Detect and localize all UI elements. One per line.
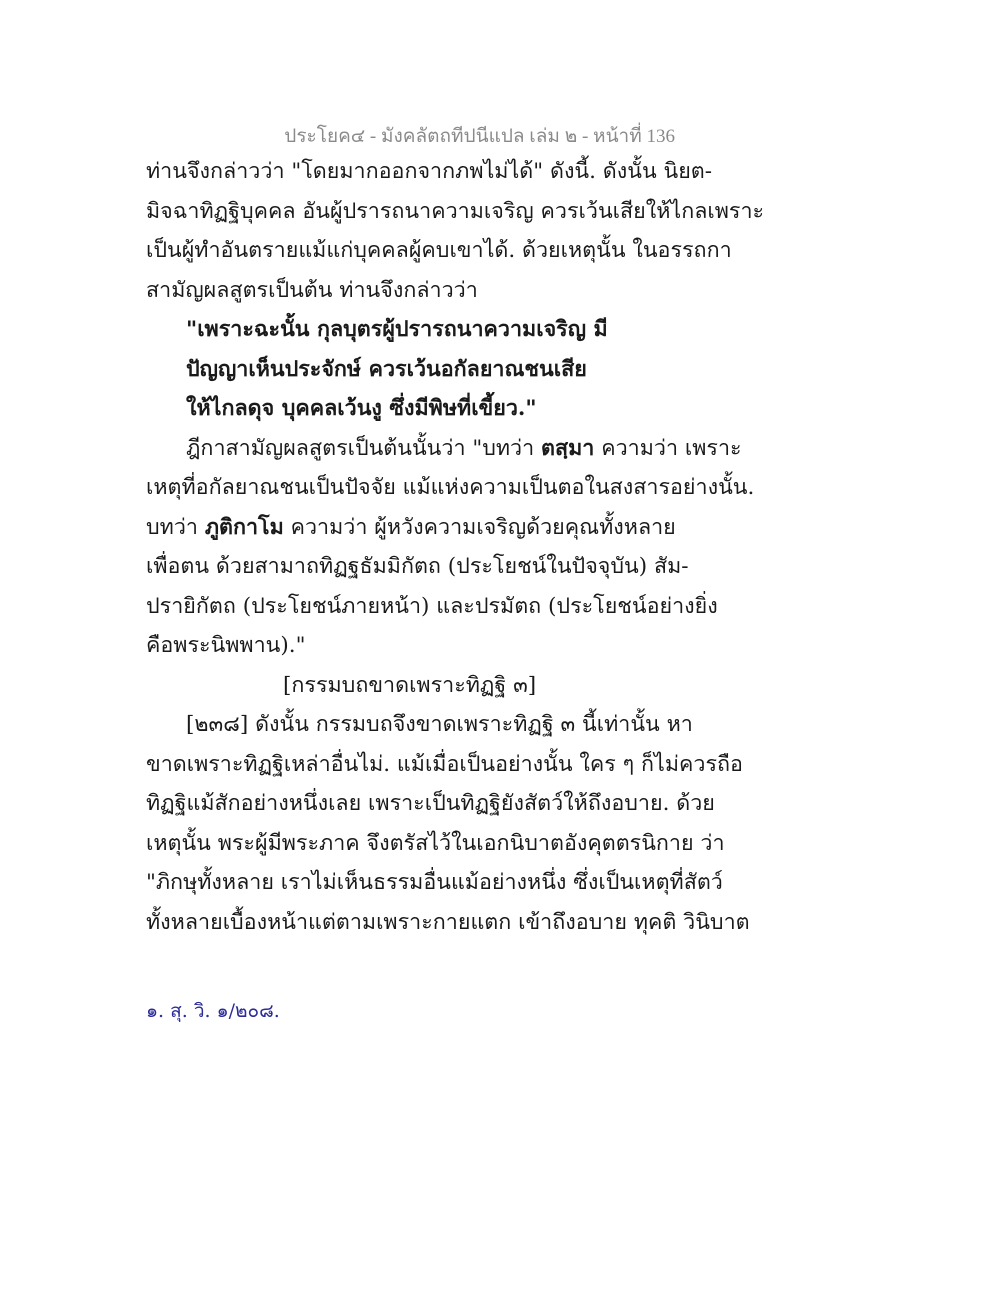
quote-line: ให้ไกลดุจ บุคคลเว้นงู ซึ่งมีพิษที่เขี้ยว." — [186, 396, 537, 421]
text-line — [146, 429, 746, 469]
section-heading: [กรรมบถขาดเพราะทิฏฐิ ๓] — [283, 672, 537, 698]
text-line: เป็นผู้ทำอันตรายแม้แก่บุคคลผู้คบเขาได้. ด้วยเหตุนั้น ในอรรถกา — [146, 238, 732, 263]
text-line: คือพระนิพพาน)." — [146, 633, 306, 658]
text-line: ปรายิกัตถ (ประโยชน์ภายหน้า) และปรมัตถ (ประโยชน์อย่างยิ่ง — [146, 593, 718, 619]
text-line: "ภิกษุทั้งหลาย เราไม่เห็นธรรมอื่นแม้อย่างหนึ่ง ซึ่งเป็นเหตุที่สัตว์ — [146, 870, 723, 895]
text-line: เหตุนั้น พระผู้มีพระภาค จึงตรัสไว้ในเอกนิบาตอังคุตตรนิกาย ว่า — [146, 830, 725, 856]
pali-term: ตสฺมา — [541, 435, 595, 461]
quote-line: ปัญญาเห็นประจักษ์ ควรเว้นอกัลยาณชนเสีย — [186, 356, 587, 382]
pali-term: ภูติกาโม — [204, 514, 284, 540]
text-line: ท่านจึงกล่าวว่า "โดยมากออกจากภพไม่ได้" ดังนี้. ดังนั้น นิยต- — [146, 159, 713, 184]
page-body — [146, 152, 765, 942]
text-line: เหตุที่อกัลยาณชนเป็นปัจจัย แม้แห่งความเป็นตอในสงสารอย่างนั้น. — [146, 475, 755, 500]
text-line: มิจฉาทิฏฐิบุคคล อันผู้ปรารถนาความเจริญ ควรเว้นเสียให้ไกลเพราะ — [146, 198, 765, 224]
text-line: เพื่อตน ด้วยสามาถทิฏฐธัมมิกัตถ (ประโยชน์ในปัจจุบัน) สัม- — [146, 554, 689, 579]
quote-line: "เพราะฉะนั้น กุลบุตรผู้ปรารถนาความเจริญ มี — [186, 317, 608, 342]
line-text: ความว่า ผู้หวังความเจริญด้วยคุณทั้งหลาย — [283, 514, 676, 540]
text-line: [๒๓๘] ดังนั้น กรรมบถจึงขาดเพราะทิฏฐิ ๓ นี้เท่านั้น หา — [186, 712, 693, 737]
text-line: ขาดเพราะทิฏฐิเหล่าอื่นไม่. แม้เมื่อเป็นอย่างนั้น ใคร ๆ ก็ไม่ควรถือ — [146, 751, 743, 777]
page-header: ประโยค๔ - มังคลัตถทีปนีแปล เล่ม ๒ - หน้าที่ 136 — [284, 126, 675, 147]
line-text: ความว่า เพราะ — [594, 435, 742, 461]
line-text: บทว่า — [146, 514, 205, 540]
footnote: ๑. สุ. วิ. ๑/๒๐๘. — [146, 1000, 280, 1022]
text-line: ทิฏฐิแม้สักอย่างหนึ่งเลย เพราะเป็นทิฏฐิยังสัตว์ให้ถึงอบาย. ด้วย — [146, 791, 715, 816]
text-line: ทั้งหลายเบื้องหน้าแต่ตามเพราะกายแตก เข้าถึงอบาย ทุคติ วินิบาต — [146, 909, 750, 935]
text-line — [146, 508, 746, 548]
text-line: สามัญผลสูตรเป็นต้น ท่านจึงกล่าวว่า — [146, 277, 478, 303]
line-text: ฎีกาสามัญผลสูตรเป็นต้นนั้นว่า "บทว่า — [186, 435, 542, 461]
